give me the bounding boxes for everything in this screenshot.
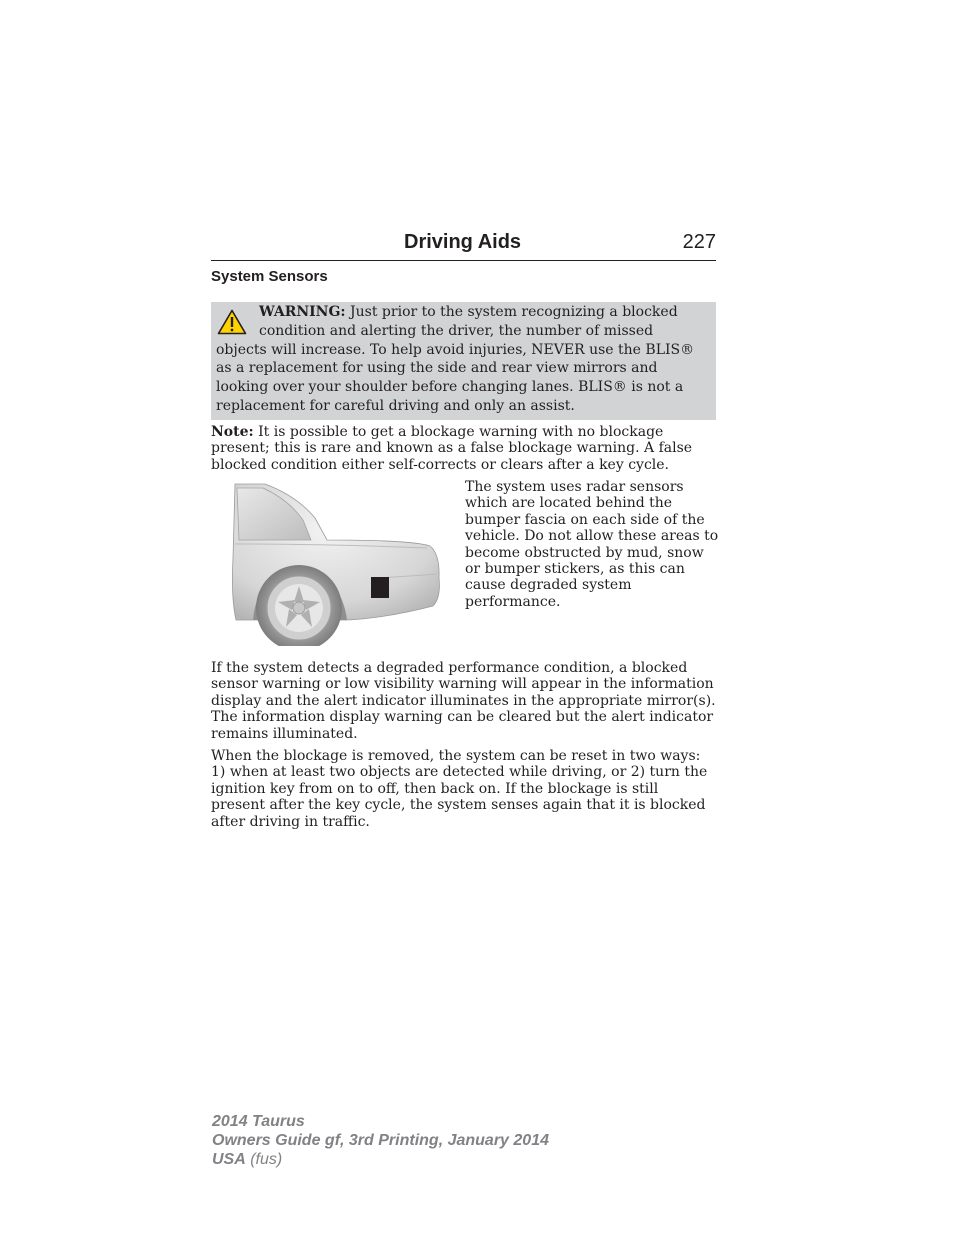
note-body: It is possible to get a blockage warning with no blockage present; this is rare and known as a false blockage warning. A false blocked condition either self-corrects or clears after a key cycle. [211, 424, 693, 473]
footer-region [212, 1150, 549, 1169]
section-heading: System Sensors [211, 268, 328, 285]
note-paragraph [211, 424, 716, 473]
footer-region-code: (fus) [245, 1151, 283, 1168]
radar-sensor-marker [371, 577, 389, 598]
warning-box [211, 302, 716, 420]
blockage-reset-paragraph: When the blockage is removed, the system can be reset in two ways: 1) when at least two objects are detected while driving, or 2) turn the ignition key from on to off, then back on. If the blockage is still present after the key cycle, the system senses again that it is blocked after driving in traffic. [211, 748, 708, 830]
warning-label: WARNING: [259, 304, 346, 320]
note-label: Note: [211, 424, 254, 440]
warning-text [216, 303, 708, 416]
warning-body: Just prior to the system recognizing a blocked condition and alerting the driver, the number of missed objects will increase. To help avoid injuries, NEVER use the BLIS® as a replacement for using the side and rear view mirrors and looking over your shoulder before changing lanes. BLIS® is not a replacement for careful driving and only an assist. [216, 304, 695, 414]
page-header [211, 228, 716, 261]
footer-model: 2014 Taurus [212, 1113, 305, 1130]
footer-region-main: USA [212, 1151, 246, 1168]
page-number: 227 [682, 231, 716, 253]
page-title: Driving Aids [404, 231, 522, 253]
degraded-performance-paragraph: If the system detects a degraded performance condition, a blocked sensor warning or low visibility warning will appear in the information display and the alert indicator illuminates in the appropriate mirror(s). The information display warning can be cleared but the alert indicator remains illuminated. [211, 660, 716, 742]
car-rear-sensor-illustration [227, 478, 447, 646]
sensor-location-text: The system uses radar sensors which are located behind the bumper fascia on each side of the vehicle. Do not allow these areas to become obstructed by mud, snow or bumper stickers, as this can cause degraded system performance. [465, 479, 719, 610]
footer-guide-edition: Owners Guide gf, 3rd Printing, January 2014 [212, 1132, 549, 1149]
page-footer [212, 1112, 549, 1169]
